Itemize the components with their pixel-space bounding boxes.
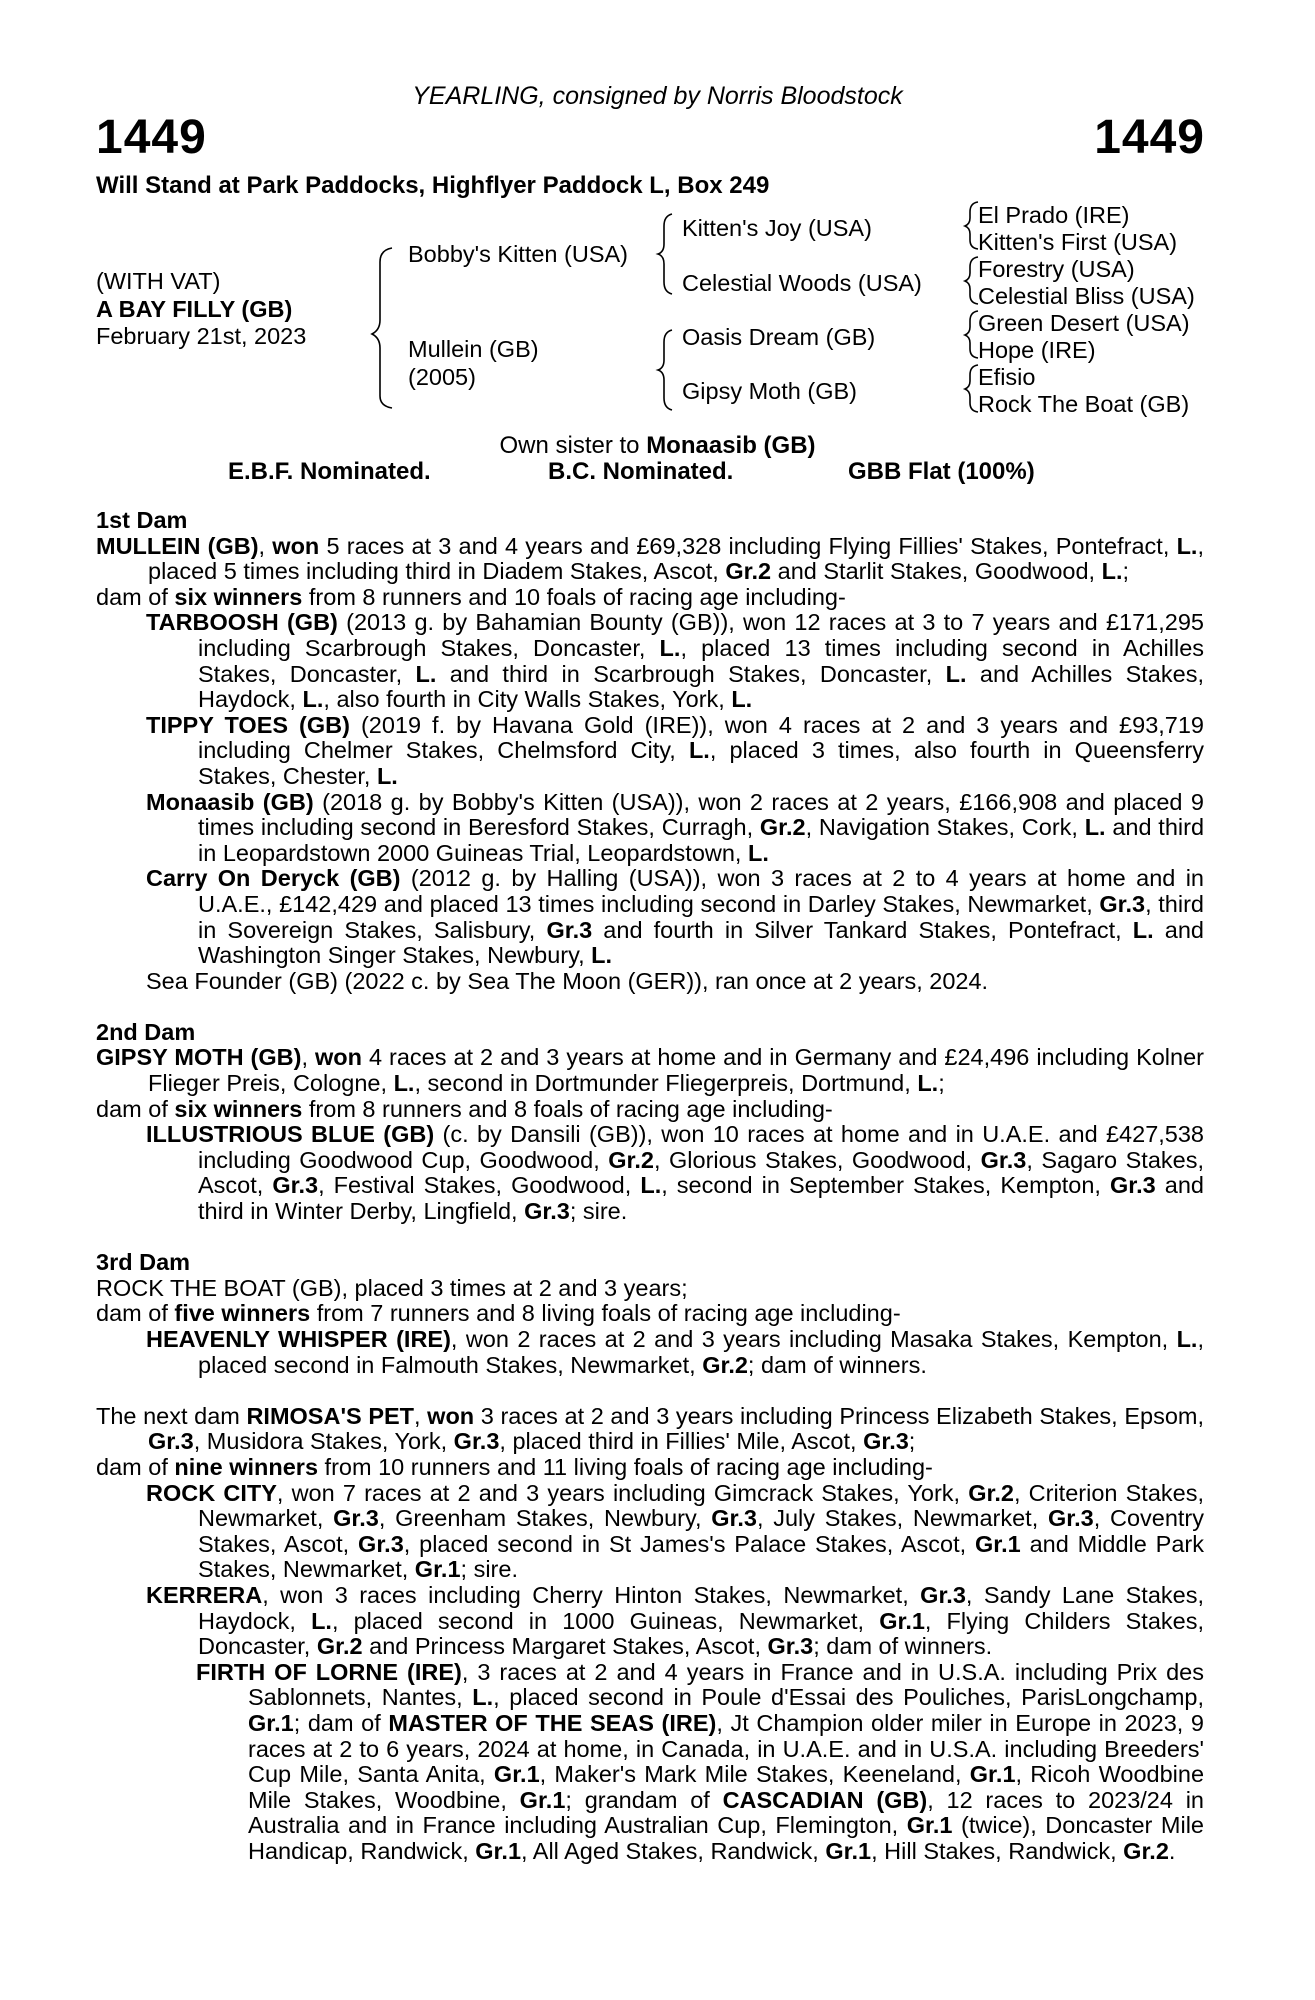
next-dam-offspring: KERRERA, won 3 races including Cherry Hinton Stakes, Newmarket, Gr.3, Sandy Lane Stakes, Haydock, L., placed second in 1000 Guineas, Newmarket, Gr.1, Flying Childers Stakes, Doncaster, Gr.2 and Princess Margaret Stakes, Ascot, Gr.3; dam of winners. — [146, 1581, 1204, 1660]
dam1-offspring: TIPPY TOES (GB) (2019 f. by Havana Gold (IRE)), won 4 races at 2 and 3 years and £93,719 including Chelmer Stakes, Chelmsford City, L., placed 3 times, also fourth in Queensferry Stakes, Chester, L. — [146, 711, 1204, 789]
next-dam-offspring: ROCK CITY, won 7 races at 2 and 3 years including Gimcrack Stakes, York, Gr.2, Criterion Stakes, Newmarket, Gr.3, Greenham Stakes, Newbury, Gr.3, July Stakes, Newmarket, Gr.3, Coventry Stakes, Ascot, Gr.3, placed second in St James's Palace Stakes, Ascot, Gr.1 and Middle Park Stakes, Newmarket, Gr.1; sire. — [146, 1479, 1205, 1583]
consignment-line: YEARLING, consigned by Norris Bloodstock — [412, 82, 903, 110]
gbb-flat: GBB Flat (100%) — [848, 458, 1035, 485]
horse-name: A BAY FILLY (GB) — [96, 296, 293, 322]
pedigree-dds: Efisio — [978, 364, 1036, 390]
lot-number-left: 1449 — [96, 111, 207, 164]
next-dam-produce-summary: dam of nine winners from 10 runners and 11 living foals of racing age including- — [96, 1453, 933, 1480]
pedigree-sire: Bobby's Kitten (USA) — [408, 241, 628, 267]
own-sister-name: Monaasib (GB) — [646, 432, 816, 459]
dam2-record: GIPSY MOTH (GB), won 4 races at 2 and 3 years at home and in Germany and £24,496 including Kolner Flieger Preis, Cologne, L., second in Dortmunder Fliegerpreis, Dortmund, L.; — [96, 1044, 1204, 1097]
pedigree-dsd: Hope (IRE) — [978, 337, 1096, 363]
dam2-offspring: ILLUSTRIOUS BLUE (GB) (c. by Dansili (GB)), won 10 races at home and in U.A.E. and £427,538 including Goodwood Cup, Goodwood, Gr.2, Glorious Stakes, Goodwood, Gr.3, Sagaro Stakes, Ascot, Gr.3, Festival Stakes, Goodwood, L., second in September Stakes, Kempton, Gr.3 and third in Winter Derby, Lingfield, Gr.3; sire. — [146, 1121, 1205, 1225]
dam1-offspring: Monaasib (GB) (2018 g. by Bobby's Kitten (USA)), won 2 races at 2 years, £166,908 and placed 9 times including second in Beresford Stakes, Curragh, Gr.2, Navigation Stakes, Cork, L. and third in Leopardstown 2000 Guineas Trial, Leopardstown, L. — [146, 788, 1205, 866]
pedigree-dam: Mullein (GB) — [408, 336, 539, 362]
dam1-offspring: Sea Founder (GB) (2022 c. by Sea The Moon (GER)), ran once at 2 years, 2024. — [146, 967, 989, 994]
lot-number-right: 1449 — [1094, 111, 1205, 164]
dam2-heading: 2nd Dam — [96, 1018, 196, 1045]
pedigree-sss: El Prado (IRE) — [978, 202, 1130, 228]
brace-oasis-dream — [965, 311, 978, 358]
sire-brace — [658, 214, 672, 294]
pedigree-ssd: Kitten's First (USA) — [978, 229, 1178, 255]
vat-note: (WITH VAT) — [96, 268, 221, 294]
dam3-produce-summary: dam of five winners from 7 runners and 8 living foals of racing age including- — [96, 1300, 901, 1327]
dam3-record: ROCK THE BOAT (GB), placed 3 times at 2 and 3 years; — [96, 1274, 688, 1301]
dam1-heading: 1st Dam — [96, 507, 188, 533]
brace-kittens-joy — [965, 202, 978, 249]
pedigree-sire-dam: Celestial Woods (USA) — [682, 270, 922, 296]
catalogue-body — [96, 508, 1204, 1864]
own-sister-line — [0, 432, 1315, 460]
dam1-record: MULLEIN (GB), won 5 races at 3 and 4 years and £69,328 including Flying Fillies' Stakes, Pontefract, L., placed 5 times including third in Diadem Stakes, Ascot, Gr.2 and Starlit Stakes, Goodwood, L.; — [96, 532, 1204, 585]
pedigree-main-brace — [372, 248, 392, 408]
dam3-heading: 3rd Dam — [96, 1249, 191, 1276]
pedigree-ddd: Rock The Boat (GB) — [978, 391, 1190, 417]
brace-celestial-woods — [965, 257, 978, 304]
dam1-offspring: Carry On Deryck (GB) (2012 g. by Halling (USA)), won 3 races at 2 to 4 years at home and in U.A.E., £142,429 and placed 13 times including second in Darley Stakes, Newmarket, Gr.3, third in Sovereign Stakes, Salisbury, Gr.3 and fourth in Silver Tankard Stakes, Pontefract, L. and Washington Singer Stakes, Newbury, L. — [146, 865, 1204, 969]
ebf-nominated: E.B.F. Nominated. — [228, 458, 431, 485]
dam1-produce-summary: dam of six winners from 8 runners and 10 foals of racing age including- — [96, 583, 846, 610]
stand-location: Will Stand at Park Paddocks, Highflyer Paddock L, Box 249 — [96, 172, 770, 199]
next-dam-grand-offspring: FIRTH OF LORNE (IRE), 3 races at 2 and 4 years in France and in U.S.A. including Prix des Sablonnets, Nantes, L., placed second in Poule d'Essai des Pouliches, ParisLongchamp, Gr.1; dam of MASTER OF THE SEAS (IRE), Jt Champion older miler in Europe in 2023, 9 races at 2 to 6 years, 2024 at home, in Canada, in U.A.E. and in U.S.A. including Breeders' Cup Mile, Santa Anita, Gr.1, Maker's Mark Mile Stakes, Keeneland, Gr.1, Ricoh Woodbine Mile Stakes, Woodbine, Gr.1; grandam of CASCADIAN (GB), 12 races to 2023/24 in Australia and in France including Australian Cup, Flemington, Gr.1 (twice), Doncaster Mile Handicap, Randwick, Gr.1, All Aged Stakes, Randwick, Gr.1, Hill Stakes, Randwick, Gr.2. — [196, 1658, 1205, 1864]
pedigree-dam-year: (2005) — [408, 364, 476, 390]
brace-gipsy-moth — [965, 365, 978, 412]
dam1-offspring: TARBOOSH (GB) (2013 g. by Bahamian Bounty (GB)), won 12 races at 3 to 7 years and £171,295 including Scarbrough Stakes, Doncaster, L., placed 13 times including second in Achilles Stakes, Doncaster, L. and third in Scarbrough Stakes, Doncaster, L. and Achilles Stakes, Haydock, L., also fourth in City Walls Stakes, York, L. — [146, 609, 1205, 713]
next-dam-record: The next dam RIMOSA'S PET, won 3 races at 2 and 3 years including Princess Elizabeth Stakes, Epsom, Gr.3, Musidora Stakes, York, Gr.3, placed third in Fillies' Mile, Ascot, Gr.3; — [96, 1402, 1204, 1455]
dam3-offspring: HEAVENLY WHISPER (IRE), won 2 races at 2 and 3 years including Masaka Stakes, Kempton, L., placed second in Falmouth Stakes, Newmarket, Gr.2; dam of winners. — [146, 1326, 1204, 1378]
dam2-produce-summary: dam of six winners from 8 runners and 8 foals of racing age including- — [96, 1095, 833, 1122]
dam-brace — [658, 330, 672, 410]
own-sister-prefix: Own sister to — [499, 432, 647, 459]
pedigree-sds: Forestry (USA) — [978, 256, 1135, 282]
pedigree-sire-sire: Kitten's Joy (USA) — [682, 215, 872, 241]
pedigree-dss: Green Desert (USA) — [978, 310, 1190, 336]
pedigree-dam-sire: Oasis Dream (GB) — [682, 324, 876, 350]
pedigree-sdd: Celestial Bliss (USA) — [978, 283, 1195, 309]
bc-nominated: B.C. Nominated. — [548, 458, 734, 485]
pedigree-dam-dam: Gipsy Moth (GB) — [682, 378, 857, 404]
foaling-date: February 21st, 2023 — [96, 323, 307, 349]
